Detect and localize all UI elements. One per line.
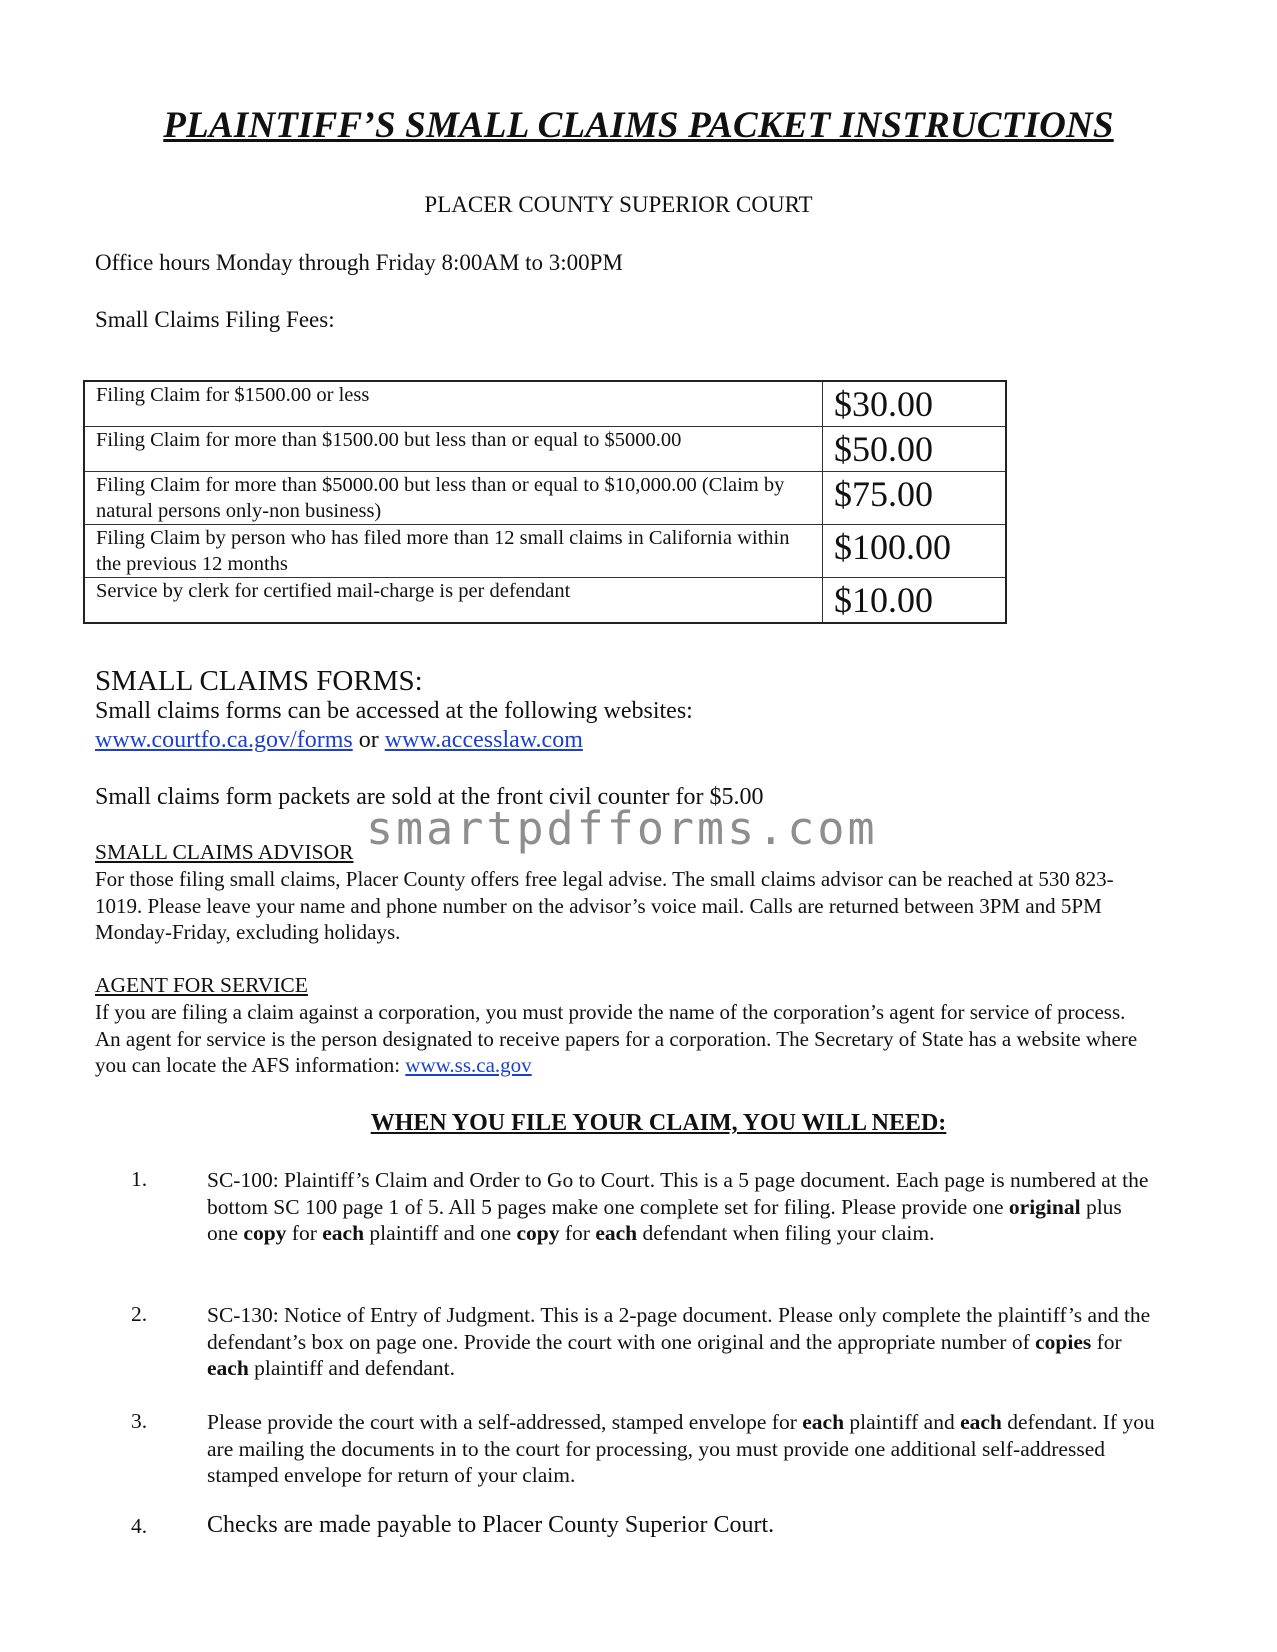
item-number: 2. (131, 1302, 148, 1326)
list-item: Please provide the court with a self-addressed, stamped envelope for each plaintiff and each defendant. If you are mailing the documents in to the court for processing, you must provide one additional self-addressed stamped envelope for return of your claim. (207, 1410, 1155, 1487)
fee-amount: $30.00 (823, 381, 1007, 427)
fee-description: Filing Claim for more than $1500.00 but less than or equal to $5000.00 (84, 427, 823, 472)
fee-description: Filing Claim for $1500.00 or less (84, 381, 823, 427)
table-row (84, 578, 1006, 624)
table-row (84, 472, 1006, 525)
court-name: PLACER COUNTY SUPERIOR COURT (424, 192, 813, 217)
or-text: or (358, 727, 379, 753)
fee-description: Filing Claim for more than $5000.00 but less than or equal to $10,000.00 (Claim by natural persons only-non business) (84, 472, 823, 525)
item-number: 1. (131, 1167, 148, 1191)
advisor-heading: SMALL CLAIMS ADVISOR (95, 840, 354, 864)
sos-link[interactable]: www.ss.ca.gov (405, 1053, 532, 1077)
table-row (84, 525, 1006, 578)
agent-body: If you are filing a claim against a corporation, you must provide the name of the corporation’s agent for service of process. An agent for service is the person designated to receive papers for a corporation. The Secretary of State has a website where you can locate the AFS information: (95, 1000, 1138, 1077)
item-number: 4. (131, 1514, 148, 1538)
list-item: SC-100: Plaintiff’s Claim and Order to Go to Court. This is a 5 page document. Each page is numbered at the bottom SC 100 page 1 of 5. All 5 pages make one complete set for filing. Please provide one original plus one copy for each plaintiff and one copy for each defendant when filing your claim. (207, 1168, 1149, 1245)
forms-heading: SMALL CLAIMS FORMS: (95, 665, 423, 697)
advisor-text: For those filing small claims, Placer County offers free legal advise. The small claims advisor can be reached at 530 823-1019. Please leave your name and phone number on the advisor’s voice mail. Calls are returned between 3PM and 5PM Monday-Friday, excluding holidays. (95, 867, 1114, 944)
list-item: SC-130: Notice of Entry of Judgment. This is a 2-page document. Please only complete the plaintiff’s and the defendant’s box on page one. Provide the court with one original and the appropriate number of copies for each plaintiff and defendant. (207, 1303, 1151, 1380)
packets-text: Small claims form packets are sold at the front civil counter for $5.00 (95, 784, 764, 810)
forms-links (95, 726, 583, 755)
fee-amount: $50.00 (823, 427, 1007, 472)
office-hours: Office hours Monday through Friday 8:00AM to 3:00PM (95, 250, 623, 275)
watermark: smartpdfforms.com (366, 802, 878, 855)
table-row (84, 427, 1006, 472)
fee-amount: $75.00 (823, 472, 1007, 525)
item-number: 3. (131, 1409, 148, 1433)
courtinfo-forms-link[interactable]: www.courtfo.ca.gov/forms (95, 727, 353, 753)
fee-description: Service by clerk for certified mail-charge is per defendant (84, 578, 823, 624)
need-heading: WHEN YOU FILE YOUR CLAIM, YOU WILL NEED: (370, 1110, 947, 1136)
fee-amount: $10.00 (823, 578, 1007, 624)
table-row (84, 381, 1006, 427)
fees-table (83, 380, 1007, 624)
fee-amount: $100.00 (823, 525, 1007, 578)
fee-description: Filing Claim by person who has filed more than 12 small claims in California within the previous 12 months (84, 525, 823, 578)
agent-text (95, 999, 1155, 1079)
agent-heading: AGENT FOR SERVICE (95, 973, 308, 997)
forms-intro: Small claims forms can be accessed at the following websites: (95, 698, 693, 724)
page-title: PLAINTIFF’S SMALL CLAIMS PACKET INSTRUCTIONS (163, 105, 1114, 146)
list-item: Checks are made payable to Placer County Superior Court. (207, 1512, 775, 1538)
accesslaw-link[interactable]: www.accesslaw.com (384, 727, 583, 753)
fees-heading: Small Claims Filing Fees: (95, 307, 335, 332)
